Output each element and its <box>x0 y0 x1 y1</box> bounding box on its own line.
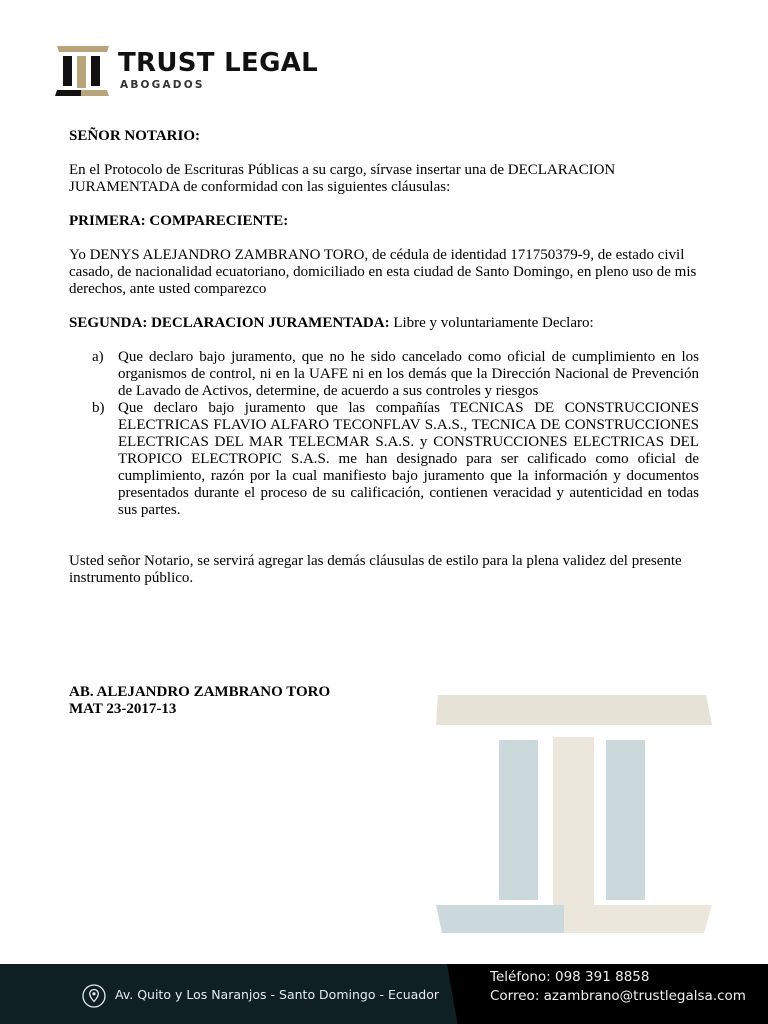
first-clause-body: Yo DENYS ALEJANDRO ZAMBRANO TORO, de cédula de identidad 171750379-9, de estado civil casado, de nacionalidad ecuatoriano, domiciliado en esta ciudad de Santo Domingo, en pleno uso de mis derechos, ante usted comparezco <box>69 247 697 297</box>
signature-block <box>69 684 330 718</box>
list-item-text: Que declaro bajo juramento que las compañías TECNICAS DE CONSTRUCCIONES ELECTRICAS FLAVIO ALFARO TECONFLAV S.A.S., TECNICA DE CONSTRUCCIONES ELECTRICAS DEL MAR TELECMAR S.A.S. y CONSTRUCCIONES ELECTRICAS DEL TROPICO ELECTROPIC S.A.S. me han designado para ser calificado como oficial de cumplimiento, razón por la cual manifiesto bajo juramento que la información y documentos presentados durante el proceso de su calificación, contienen veracidad y autenticidad en todas sus partes. <box>118 400 699 518</box>
second-clause-intro: Libre y voluntariamente Declaro: <box>389 315 594 331</box>
document-body <box>69 128 699 587</box>
first-clause-heading: PRIMERA: COMPARECIENTE: <box>69 213 289 229</box>
signer-registration: MAT 23-2017-13 <box>69 701 177 717</box>
closing-paragraph: Usted señor Notario, se servirá agregar las demás cláusulas de estilo para la plena validez del presente instrumento público. <box>69 553 682 586</box>
footer-phone: Teléfono: 098 391 8858 <box>490 969 650 985</box>
list-item <box>69 349 699 400</box>
signer-name: AB. ALEJANDRO ZAMBRANO TORO <box>69 684 331 700</box>
brand-name: TRUST LEGAL <box>118 48 319 78</box>
footer-address: Av. Quito y Los Naranjos - Santo Domingo - Ecuador <box>115 987 440 1002</box>
brand-logo <box>55 46 355 96</box>
list-marker: b) <box>92 400 105 416</box>
brand-subtitle: ABOGADOS <box>120 79 205 91</box>
list-marker: a) <box>92 349 104 365</box>
list-item-text: Que declaro bajo juramento, que no he sido cancelado como oficial de cumplimiento en los organismos de control, ni en la UAFE ni en los demás que la Dirección Nacional de Prevención de Lavado de Activos, determine, de acuerdo a sus controles y riesgos <box>118 349 699 399</box>
second-clause-heading: SEGUNDA: DECLARACION JURAMENTADA: <box>69 315 390 331</box>
trust-legal-logo-icon <box>55 46 111 96</box>
list-item <box>69 400 699 519</box>
salutation: SEÑOR NOTARIO: <box>69 128 200 144</box>
footer-email: Correo: azambrano@trustlegalsa.com <box>490 988 746 1004</box>
footer-bar <box>0 964 768 1024</box>
logo-watermark-icon <box>436 695 712 933</box>
clause-list <box>69 349 699 519</box>
second-clause-line <box>69 315 699 332</box>
intro-paragraph: En el Protocolo de Escrituras Públicas a su cargo, sírvase insertar una de DECLARACION JURAMENTADA de conformidad con las siguientes cláusulas: <box>69 162 616 195</box>
location-pin-icon <box>82 984 106 1008</box>
